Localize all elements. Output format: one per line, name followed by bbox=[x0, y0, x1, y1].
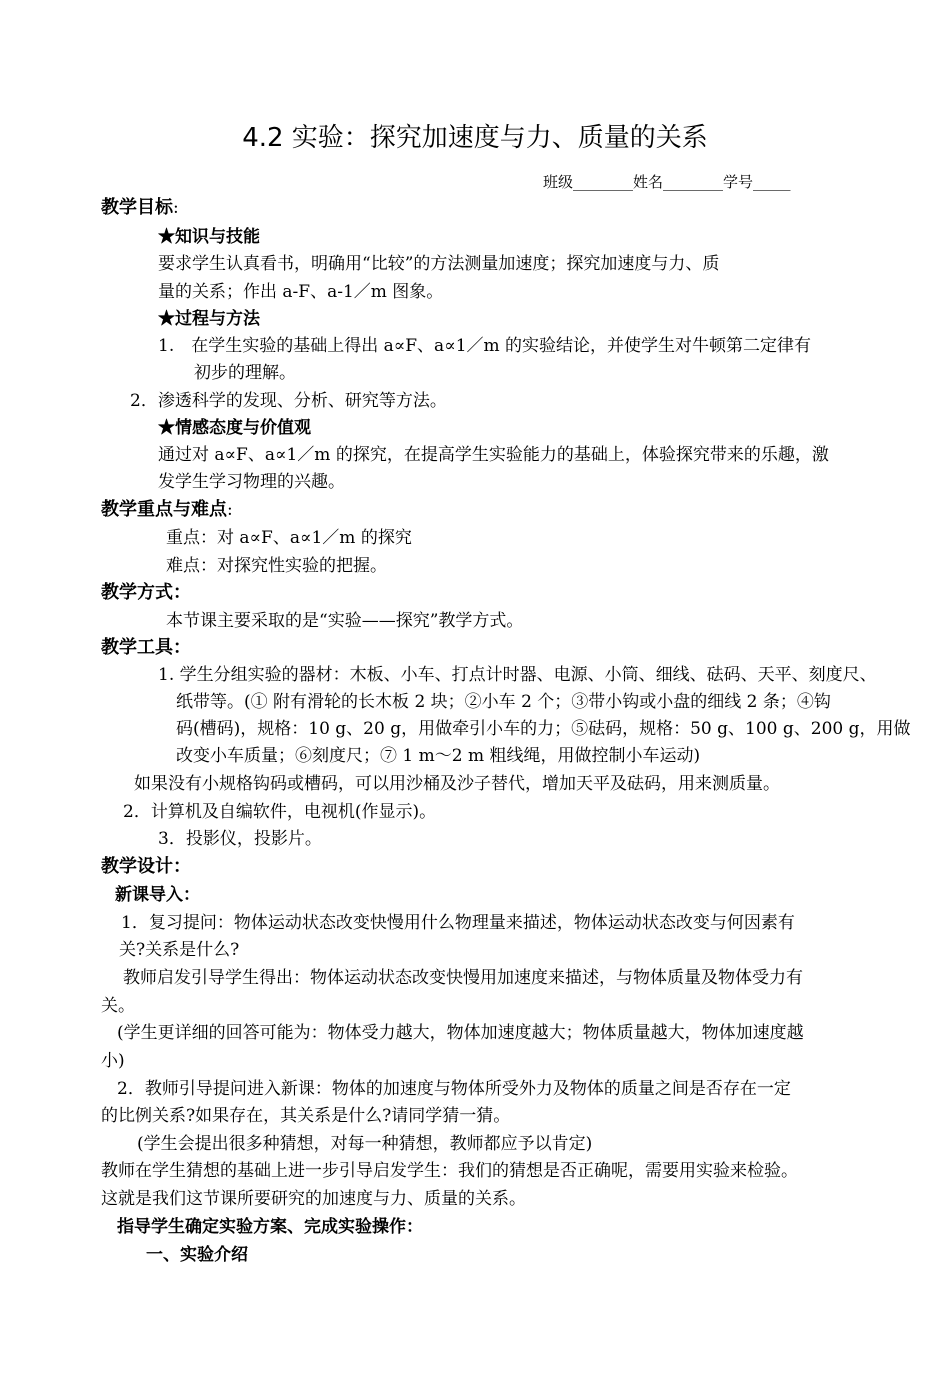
intro-item-1-line-1: 1．复习提问：物体运动状态改变快慢用什么物理量来描述，物体运动状态改变与何因素有 bbox=[121, 913, 795, 933]
tools-item-2: 2．计算机及自编软件，电视机(作显示)。 bbox=[123, 802, 437, 822]
intro-teacher-line-1: 教师启发引导学生得出：物体运动状态改变快慢用加速度来描述，与物体质量及物体受力有 bbox=[123, 968, 803, 988]
intro-further-line-1: 教师在学生猜想的基础上进一步引导启发学生：我们的猜想是否正确呢，需要用实验来检验。 bbox=[101, 1161, 798, 1181]
emotion-line-2: 发学生学习物理的兴趣。 bbox=[158, 472, 345, 492]
experiment-intro-heading: 一、实验介绍 bbox=[146, 1245, 248, 1265]
method-heading: 教学方式： bbox=[101, 582, 191, 603]
intro-item-1-line-2: 关?关系是什么? bbox=[119, 940, 240, 960]
intro-teacher-line-2: 关。 bbox=[101, 996, 135, 1016]
page-title: 4.2 实验：探究加速度与力、质量的关系 bbox=[242, 123, 708, 153]
knowledge-line-1: 要求学生认真看书，明确用“比较”的方法测量加速度；探究加速度与力、质 bbox=[158, 254, 720, 274]
intro-further-line-2: 这就是我们这节课所要研究的加速度与力、质量的关系。 bbox=[101, 1189, 526, 1209]
difficult-point: 难点：对探究性实验的把握。 bbox=[166, 556, 387, 576]
class-name-id-line: 班级________姓名________学号_____ bbox=[543, 173, 791, 191]
goals-heading: 教学目标 bbox=[101, 197, 173, 218]
process-item-1-line-1: 1. 在学生实验的基础上得出 a∝F、a∝1／m 的实验结论，并使学生对牛顿第二定律有 bbox=[158, 336, 812, 356]
intro-student-line-1: (学生更详细的回答可能为：物体受力越大，物体加速度越大；物体质量越大，物体加速度越 bbox=[117, 1023, 804, 1043]
key-point: 重点：对 a∝F、a∝1／m 的探究 bbox=[166, 528, 412, 548]
tools-note: 如果没有小规格钩码或槽码，可以用沙桶及沙子替代，增加天平及砝码，用来测质量。 bbox=[134, 774, 780, 794]
tools-item-3: 3．投影仪，投影片。 bbox=[158, 829, 322, 849]
process-item-2: 2．渗透科学的发现、分析、研究等方法。 bbox=[130, 391, 447, 411]
process-item-1-line-2: 初步的理解。 bbox=[194, 363, 296, 383]
process-heading: ★过程与方法 bbox=[158, 309, 260, 329]
method-text: 本节课主要采取的是“实验——探究”教学方式。 bbox=[166, 611, 524, 631]
knowledge-line-2: 量的关系；作出 a-F、a-1／m 图象。 bbox=[158, 282, 444, 302]
emotion-line-1: 通过对 a∝F、a∝1／m 的探究，在提高学生实验能力的基础上，体验探究带来的乐趣，激 bbox=[158, 445, 829, 465]
tools-item-1-line-2: 纸带等。(① 附有滑轮的长木板 2 块；②小车 2 个；③带小钩或小盘的细线 2 条；④钩 bbox=[176, 692, 831, 712]
intro-heading: 新课导入： bbox=[115, 885, 200, 905]
key-heading-row bbox=[101, 498, 233, 522]
intro-item-2-line-1: 2．教师引导提问进入新课：物体的加速度与物体所受外力及物体的质量之间是否存在一定 bbox=[117, 1079, 791, 1099]
goals-heading-row bbox=[101, 196, 179, 220]
tools-item-1-line-1: 1. 学生分组实验的器材：木板、小车、打点计时器、电源、小筒、细线、砝码、天平、刻度尺、 bbox=[158, 665, 877, 685]
tools-heading: 教学工具： bbox=[101, 637, 191, 658]
guide-heading: 指导学生确定实验方案、完成实验操作： bbox=[117, 1217, 423, 1237]
key-colon: : bbox=[227, 500, 233, 520]
emotion-heading: ★情感态度与价值观 bbox=[158, 418, 311, 438]
intro-guess: (学生会提出很多种猜想，对每一种猜想，教师都应予以肯定) bbox=[137, 1134, 593, 1154]
tools-item-1-line-4: 改变小车质量；⑥刻度尺；⑦ 1 m～2 m 粗线绳，用做控制小车运动) bbox=[176, 746, 701, 766]
knowledge-heading: ★知识与技能 bbox=[158, 227, 260, 247]
intro-student-line-2: 小) bbox=[101, 1051, 125, 1071]
intro-item-2-line-2: 的比例关系?如果存在，其关系是什么?请同学猜一猜。 bbox=[101, 1106, 511, 1126]
key-heading: 教学重点与难点 bbox=[101, 499, 227, 520]
goals-colon: : bbox=[173, 198, 179, 218]
design-heading: 教学设计： bbox=[101, 856, 191, 877]
tools-item-1-line-3: 码(槽码)，规格：10 g、20 g，用做牵引小车的力；⑤砝码，规格：50 g、100 g、200 g，用做 bbox=[176, 719, 911, 739]
